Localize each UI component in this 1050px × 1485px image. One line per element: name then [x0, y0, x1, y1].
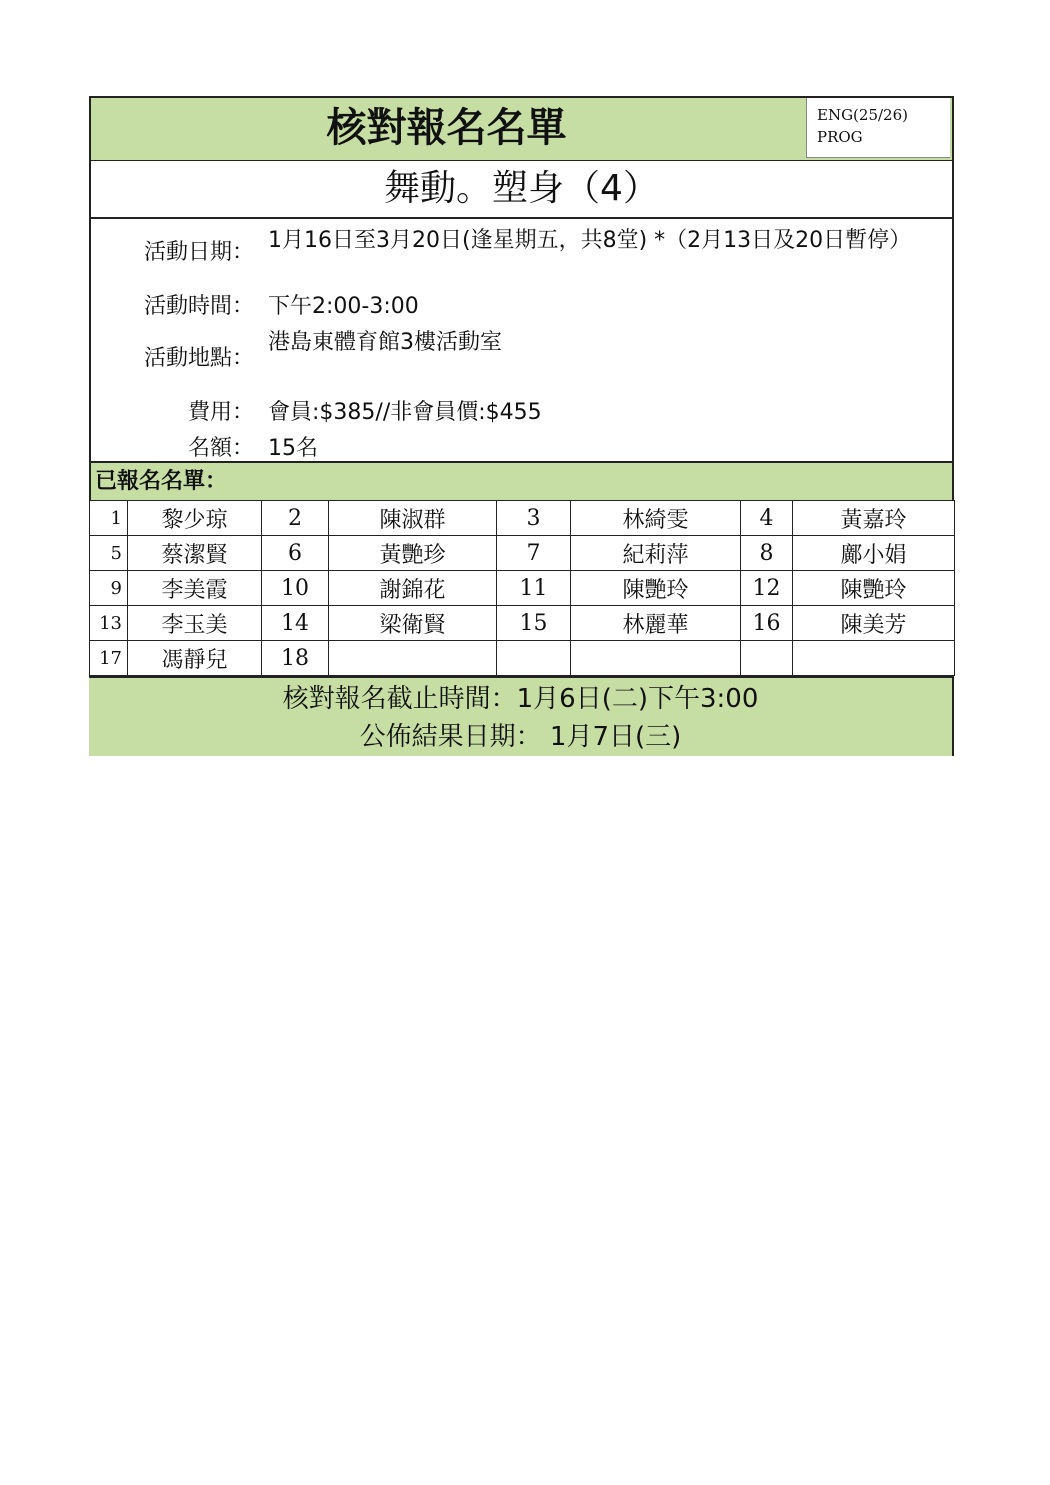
venue-value: 港島東體育館3樓活動室 [268, 330, 502, 355]
entry-name [793, 641, 955, 676]
program-code-box [806, 98, 950, 158]
table-row [90, 571, 955, 606]
entry-number: 14 [262, 606, 329, 641]
entry-number [741, 641, 793, 676]
activity-info [89, 219, 954, 461]
table-row [90, 536, 955, 571]
time-label: 活動時間： [143, 294, 254, 319]
quota-value: 15名 [268, 436, 318, 461]
entry-number: 13 [90, 606, 128, 641]
entry-number: 10 [262, 571, 329, 606]
entry-name [329, 641, 497, 676]
result-date-text: 公佈結果日期： 1月7日(三) [359, 722, 682, 752]
entry-number: 5 [90, 536, 128, 571]
entry-name [571, 641, 741, 676]
entry-number: 9 [90, 571, 128, 606]
entry-number: 17 [90, 641, 128, 676]
program-code-line1: ENG(25/26) [817, 106, 908, 124]
entry-name: 林綺雯 [571, 501, 741, 536]
entry-name: 李玉美 [128, 606, 262, 641]
title-row [89, 96, 954, 160]
entry-number: 4 [741, 501, 793, 536]
entry-name: 陳美芳 [793, 606, 955, 641]
registered-list-heading: 已報名名單： [89, 461, 954, 500]
fee-value: 會員:$385//非會員價:$455 [268, 400, 542, 425]
entry-number: 15 [497, 606, 571, 641]
entry-name: 陳艷玲 [793, 571, 955, 606]
entry-number: 2 [262, 501, 329, 536]
entry-number [497, 641, 571, 676]
registration-sheet [89, 96, 954, 756]
activity-name: 舞動。塑身（4） [89, 160, 954, 219]
entry-number: 16 [741, 606, 793, 641]
entry-number: 6 [262, 536, 329, 571]
entry-number: 3 [497, 501, 571, 536]
entry-number: 12 [741, 571, 793, 606]
table-row [90, 501, 955, 536]
entry-number: 18 [262, 641, 329, 676]
table-row [90, 641, 955, 676]
entry-number: 11 [497, 571, 571, 606]
entry-name: 黎少琼 [128, 501, 262, 536]
registered-names-table [89, 500, 955, 676]
entry-name: 蔡潔賢 [128, 536, 262, 571]
footer-notice [89, 676, 954, 756]
entry-name: 梁衛賢 [329, 606, 497, 641]
program-code-line2: PROG [817, 128, 863, 146]
entry-name: 李美霞 [128, 571, 262, 606]
deadline-text: 核對報名截止時間：1月6日(二)下午3:00 [282, 684, 759, 714]
entry-name: 謝錦花 [329, 571, 497, 606]
date-label: 活動日期： [143, 240, 254, 265]
entry-number: 8 [741, 536, 793, 571]
entry-number: 7 [497, 536, 571, 571]
date-value: 1月16日至3月20日(逢星期五，共8堂) *（2月13日及20日暫停） [268, 228, 912, 253]
entry-name: 鄺小娟 [793, 536, 955, 571]
venue-label: 活動地點： [143, 346, 254, 371]
entry-name: 馮靜兒 [128, 641, 262, 676]
table-row [90, 606, 955, 641]
entry-name: 陳艷玲 [571, 571, 741, 606]
entry-name: 紀莉萍 [571, 536, 741, 571]
fee-label: 費用： [187, 400, 254, 425]
entry-number: 1 [90, 501, 128, 536]
entry-name: 林麗華 [571, 606, 741, 641]
entry-name: 黃嘉玲 [793, 501, 955, 536]
time-value: 下午2:00-3:00 [268, 294, 419, 319]
entry-name: 黃艷珍 [329, 536, 497, 571]
entry-name: 陳淑群 [329, 501, 497, 536]
page-title: 核對報名名單 [326, 105, 567, 151]
quota-label: 名額： [187, 436, 254, 461]
